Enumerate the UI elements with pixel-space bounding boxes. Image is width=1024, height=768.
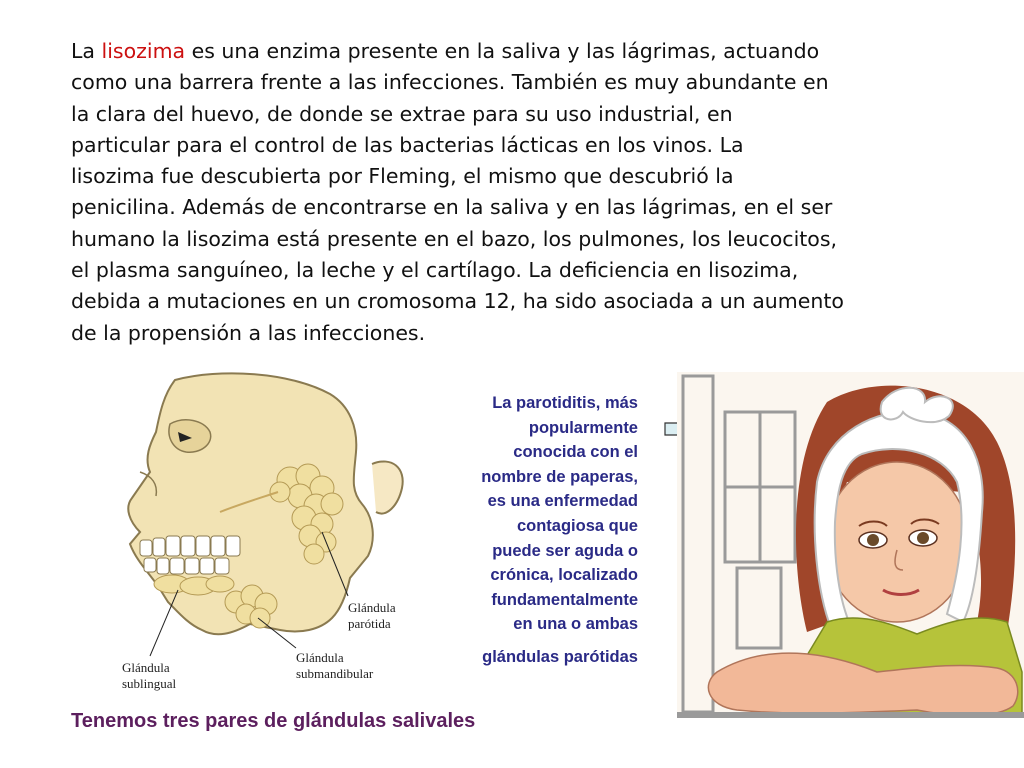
sublingual-gland	[154, 575, 234, 595]
caption-line: puede ser aguda o	[492, 541, 638, 560]
caption-line: conocida con el	[513, 443, 638, 462]
caption-line: en una o ambas	[513, 615, 638, 634]
paragraph-line-2: como una barrera frente a las infecciones. También es muy abundante en	[71, 70, 829, 95]
caption-line: crónica, localizado	[490, 566, 638, 585]
footer-title: Tenemos tres pares de glándulas salivales	[71, 710, 476, 732]
paragraph-line-1: La lisozima es una enzima presente en la saliva y las lágrimas, actuando	[71, 39, 820, 63]
label-submandibular-line1: Glándula	[296, 650, 344, 665]
caption-line: contagiosa que	[516, 516, 638, 535]
caption-line: nombre de paperas,	[481, 467, 638, 486]
label-sublingual-line2: sublingual	[122, 676, 177, 691]
paragraph-line-9: debida a mutaciones en un cromosoma 12, ha sido asociada a un aumento	[71, 289, 844, 314]
face	[825, 462, 969, 622]
teeth-illustration	[140, 536, 240, 574]
label-parotid-line2: parótida	[348, 616, 391, 631]
paragraph-line-6: penicilina. Además de encontrarse en la saliva y en las lágrimas, en el ser	[71, 195, 833, 220]
main-paragraph	[71, 36, 951, 349]
girl-with-mumps-illustration	[677, 372, 1024, 718]
caption-line: fundamentalmente	[491, 590, 638, 609]
caption-line: es una enfermedad	[487, 492, 638, 511]
caption-line: La parotiditis, más	[492, 394, 638, 412]
salivary-glands-diagram	[100, 372, 445, 697]
label-parotid-line1: Glándula	[348, 600, 396, 615]
paragraph-line-7: humano la lisozima está presente en el bazo, los pulmones, los leucocitos,	[71, 226, 838, 251]
caption-line: popularmente	[528, 418, 638, 437]
caption-line: glándulas parótidas	[482, 647, 638, 666]
paragraph-line-4: particular para el control de las bacterias lácticas en los vinos. La	[71, 132, 744, 157]
paragraph-line-5: lisozima fue descubierta por Fleming, el mismo que descubrió la	[71, 164, 734, 189]
mumps-caption	[420, 391, 638, 670]
paragraph-line-8: el plasma sanguíneo, la leche y el cartílago. La deficiencia en lisozima,	[71, 258, 799, 283]
label-sublingual-line1: Glándula	[122, 660, 170, 675]
highlight-term-lisozima: lisozima	[101, 39, 186, 63]
paragraph-line-3: la clara del huevo, de donde se extrae para su uso industrial, en	[71, 101, 733, 126]
label-submandibular-line2: submandibular	[296, 666, 374, 681]
paragraph-line-10: de la propensión a las infecciones.	[71, 320, 426, 345]
